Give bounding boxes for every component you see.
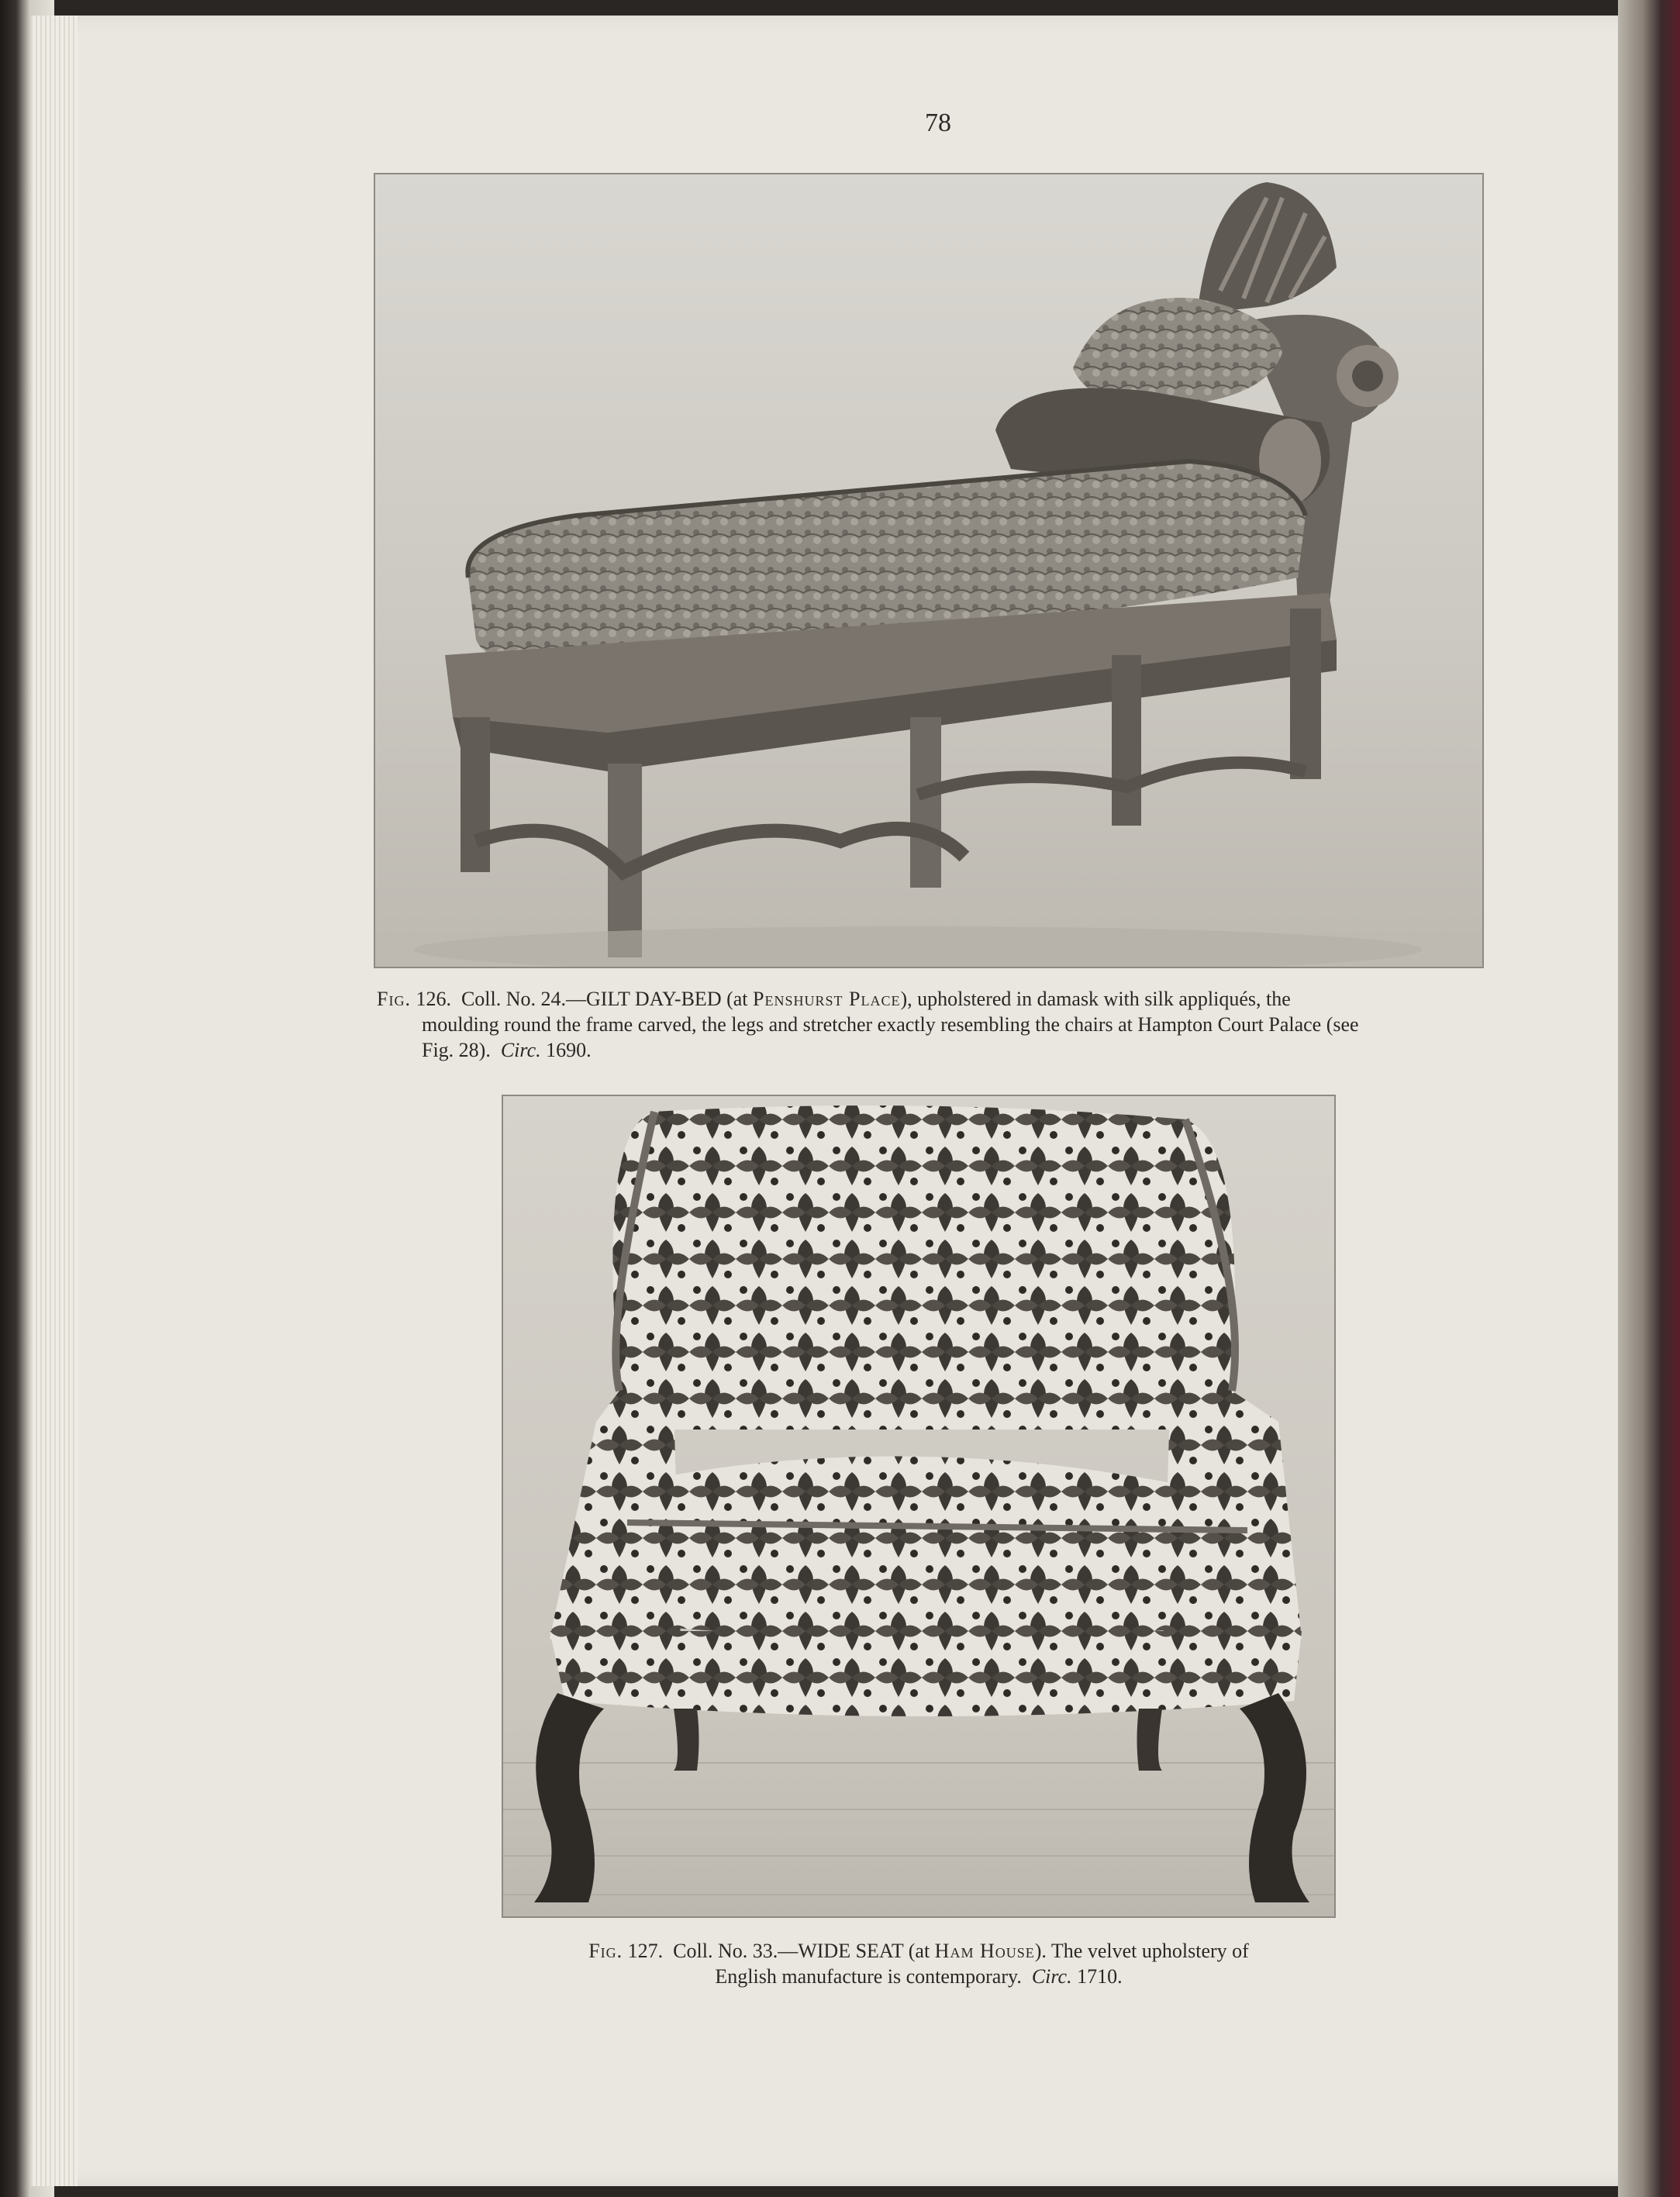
figure-location: Ham House xyxy=(934,1940,1035,1962)
collection-number: Coll. No. 33. xyxy=(673,1940,778,1962)
circa-label: Circ. xyxy=(500,1039,541,1061)
fig-label: Fig. xyxy=(377,988,411,1010)
figure-126-caption xyxy=(377,986,1476,1063)
caption-continuation: ). The velvet upholstery of xyxy=(1034,1940,1249,1962)
fig-label: Fig. xyxy=(588,1940,623,1962)
caption-continuation: ), upholstered in damask with silk appliqués, the xyxy=(900,988,1291,1010)
circa-label: Circ. xyxy=(1031,1965,1072,1988)
caption-fig-reference: Fig. 28). xyxy=(422,1039,491,1061)
page-number: 78 xyxy=(925,109,951,137)
caption-line-1 xyxy=(377,986,1476,1012)
fig-number: 127. xyxy=(627,1940,664,1962)
caption-line-2 xyxy=(512,1964,1326,1989)
caption-line-1 xyxy=(512,1938,1326,1964)
page-stack-edges xyxy=(31,16,78,2186)
circa-year: 1710. xyxy=(1077,1965,1123,1988)
figure-127-caption xyxy=(512,1938,1326,1989)
figure-location: Penshurst Place xyxy=(753,988,901,1010)
wide-seat-photograph xyxy=(502,1095,1336,1918)
collection-number: Coll. No. 24. xyxy=(461,988,567,1010)
circa-year: 1690. xyxy=(546,1039,592,1061)
daybed-photograph xyxy=(374,173,1484,968)
caption-text: English manufacture is contemporary. xyxy=(715,1965,1022,1988)
caption-line-2: moulding round the frame carved, the legs and stretcher exactly resembling the chairs at Hampton Court Palace (see xyxy=(422,1013,1359,1036)
book-cover-edge xyxy=(1618,0,1680,2197)
fig-number: 126. xyxy=(416,988,451,1010)
caption-line-3 xyxy=(377,1037,1476,1063)
figure-title: —WIDE SEAT (at xyxy=(778,1940,935,1962)
figure-title: —GILT DAY-BED (at xyxy=(566,988,754,1010)
